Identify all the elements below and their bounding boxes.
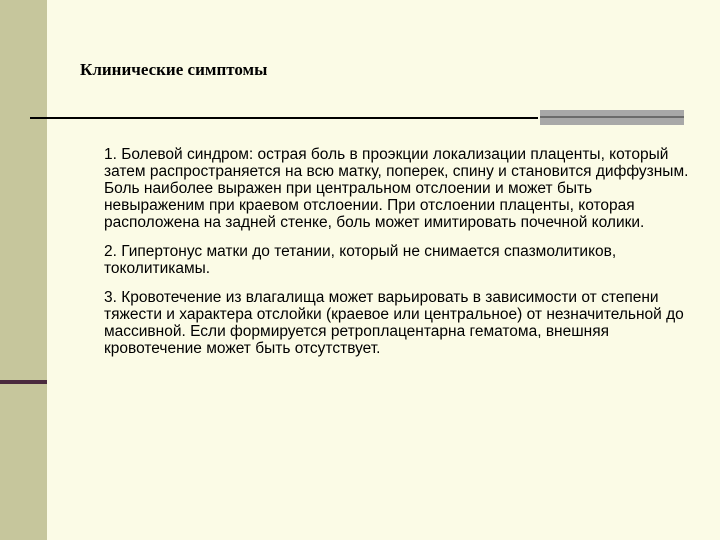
left-decorative-band bbox=[0, 0, 47, 540]
paragraph-uterine-hypertonus: 2. Гипертонус матки до тетании, который не снимается спазмолитиков, токолитикамы. bbox=[104, 243, 617, 277]
title-underline bbox=[30, 117, 538, 119]
slide-title: Клинические симптомы bbox=[80, 60, 268, 79]
title-decorative-line bbox=[540, 116, 684, 118]
slide-body bbox=[104, 146, 690, 369]
paragraph-vaginal-bleeding: 3. Кровотечение из влагалища может варьировать в зависимости от степени тяжести и характера отслойки (краевое или центральное) от незначительной до массивной. Если формируется ретроплацентарна гематома, внешняя кровотечение может быть отсутствует. bbox=[104, 289, 684, 357]
left-accent-bar bbox=[0, 380, 47, 384]
paragraph-pain-syndrome: 1. Болевой синдром: острая боль в проэкции локализации плаценты, который затем распространяется на всю матку, поперек, спину и становится диффузным. Боль наиболее выражен при центральном отслоении и может быть невыраженим при краевом отслоении. При отслоении плаценты, которая расположена на задней стенке, боль может имитировать почечной колики. bbox=[104, 146, 689, 231]
